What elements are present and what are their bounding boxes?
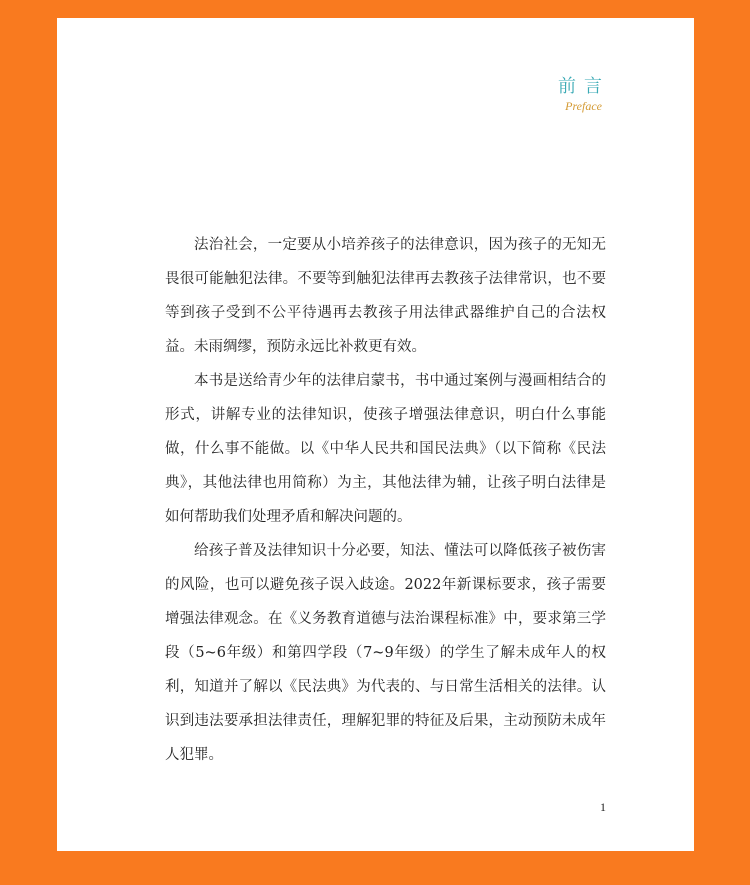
heading-subtitle: Preface [565, 99, 602, 113]
paragraph-2: 本书是送给青少年的法律启蒙书，书中通过案例与漫画相结合的形式，讲解专业的法律知识，使孩子增强法律意识，明白什么事能做，什么事不能做。以《中华人民共和国民法典》（以下简称《民法典》，其他法律也用简称）为主，其他法律为辅，让孩子明白法律是如何帮助我们处理矛盾和解决问题的。 [165, 373, 606, 525]
paragraph-3: 给孩子普及法律知识十分必要，知法、懂法可以降低孩子被伤害的风险，也可以避免孩子误入歧途。2022年新课标要求，孩子需要增强法律观念。在《义务教育道德与法治课程标准》中，要求第三学段（5~6年级）和第四学段（7~9年级）的学生了解未成年人的权利，知道并了解以《民法典》为代表的、与日常生活相关的法律。认识到违法要承担法律责任，理解犯罪的特征及后果，主动预防未成年人犯罪。 [165, 543, 606, 763]
page-number: 1 [600, 800, 606, 814]
document-page [57, 18, 694, 851]
body-text [165, 228, 606, 772]
heading-title: 前言 [558, 76, 610, 97]
paragraph-1: 法治社会，一定要从小培养孩子的法律意识，因为孩子的无知无畏很可能触犯法律。不要等到触犯法律再去教孩子法律常识，也不要等到孩子受到不公平待遇再去教孩子用法律武器维护自己的合法权益。未雨绸缪，预防永远比补救更有效。 [165, 237, 606, 355]
page-heading [558, 76, 610, 114]
